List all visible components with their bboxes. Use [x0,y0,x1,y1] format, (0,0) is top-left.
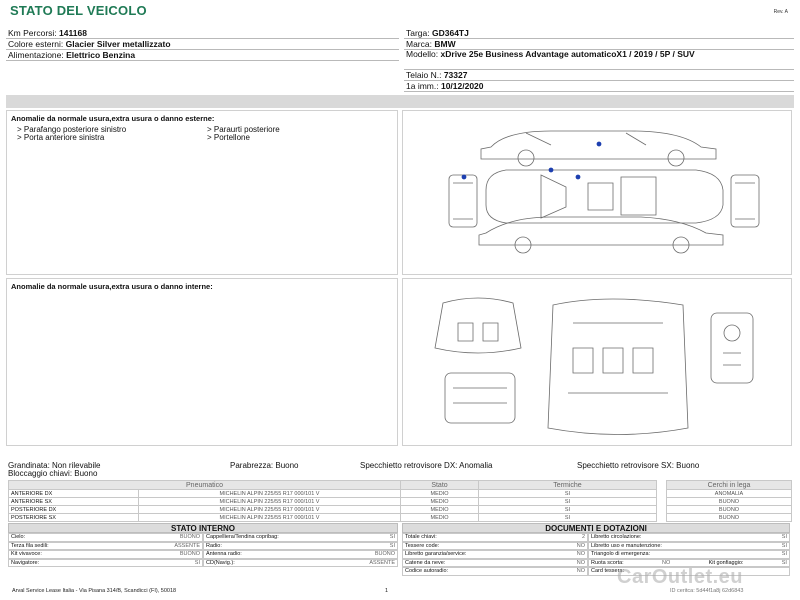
section-divider [6,95,794,108]
list-item: Antenna radio: BUONO [203,550,398,559]
damage-marker [597,142,601,146]
exterior-diagram-panel [402,110,792,275]
tyres-header-cerchi: Cerchi in lega [667,481,792,490]
table-row: ANTERIORE DX MICHELIN ALPIN 225/55 R17 000/101 V MEDIO SI ANOMALIA [9,490,792,498]
revision-label: Rev. A [773,9,788,15]
exterior-damage-title: Anomalie da normale usura,extra usura o danno esterne: [11,114,215,123]
info-km: Km Percorsi: 141168 [6,28,399,39]
interior-damage-panel [6,278,398,446]
damage-marker [462,175,466,179]
cond-grandinata: Grandinata: Non rilevabile [8,461,101,470]
list-item: Card tessera: [588,567,790,576]
list-item: Triangolo di emergenza: SI [588,550,790,559]
tyres-header-row [9,481,792,490]
list-item: Libretto uso e manutenzione: SI [588,542,790,551]
list-item: Libretto garanzia/service: NO [402,550,588,559]
tyres-header-termiche: Termiche [479,481,657,490]
car-interior-diagram [433,293,773,438]
list-item: Totale chiavi: 2 [402,533,588,542]
list-item: Tessere code: NO [402,542,588,551]
damage-item: > Paraurti posteriore [207,125,280,134]
info-targa: Targa: GD364TJ [404,28,794,39]
damage-item: > Portellone [207,133,250,142]
list-item: Libretto circolazione: SI [588,533,790,542]
table-row: ANTERIORE SX MICHELIN ALPIN 225/55 R17 000/101 V MEDIO SI BUONO [9,498,792,506]
list-item: Ruota scorta: NO Kit gonfiaggio: SI [588,559,790,568]
list-item: Codice autoradio: NO [402,567,588,576]
interior-diagram-panel [402,278,792,446]
tyres-table [8,480,792,522]
exterior-damage-list [17,126,397,142]
footer-company: Arval Service Lease Italia - Via Pisana 314/B, Scandicci (FI), 50018 [12,588,177,594]
cond-bloccaggio: Bloccaggio chiavi: Buono [8,469,98,478]
list-item: Terza fila sedili: ASSENTE [8,542,203,551]
table-row: POSTERIORE SX MICHELIN ALPIN 225/55 R17 000/101 V MEDIO SI BUONO [9,514,792,522]
tyres-header-stato: Stato [401,481,479,490]
list-item: CD(Navig.): ASSENTE [203,559,398,568]
page-number: 1 [385,588,389,594]
damage-marker [576,175,580,179]
stato-interno-grid [8,533,398,567]
page-title: STATO DEL VEICOLO [10,3,147,18]
list-item: Navigatore: SI [8,559,203,568]
documenti-title: DOCUMENTI E DOTAZIONI [402,523,790,533]
cond-specchietto-dx: Specchietto retrovisore DX: Anomalia [360,461,493,470]
stato-interno-title: STATO INTERNO [8,523,398,533]
vehicle-info-left [6,28,399,61]
info-immatricolazione: 1a imm.: 10/12/2020 [404,81,794,92]
info-colore: Colore esterni: Glacier Silver metallizzato [6,39,399,50]
list-item: Cappelliera/Tendina copribag: SI [203,533,398,542]
info-modello: Modello: xDrive 25e Business Advantage automaticoX1 / 2019 / 5P / SUV [404,50,794,70]
damage-item: > Parafango posteriore sinistro [17,125,127,134]
list-item: Catene da neve: NO [402,559,588,568]
info-marca: Marca: BMW [404,39,794,50]
list-item: Radio: SI [203,542,398,551]
table-row: POSTERIORE DX MICHELIN ALPIN 225/55 R17 000/101 V MEDIO SI BUONO [9,506,792,514]
exterior-damage-panel [6,110,398,275]
list-item: Cielo: BUONO [8,533,203,542]
watermark-logo: CarOutlet.eu [617,566,744,588]
car-exterior-diagram [431,125,771,265]
list-item: Kit vivavoce: BUONO [8,550,203,559]
info-telaio: Telaio N.: 73327 [404,70,794,81]
tyres-header-pneumatico: Pneumatico [9,481,401,490]
cond-specchietto-sx: Specchietto retrovisore SX: Buono [577,461,700,470]
interior-damage-title: Anomalie da normale usura,extra usura o danno interne: [11,282,213,291]
info-alimentazione: Alimentazione: Elettrico Benzina [6,50,399,61]
vehicle-info-right [404,28,794,92]
footer-id: ID ceritca: 5d44f1a8j 62d6843 [670,588,744,594]
damage-marker [549,168,553,172]
damage-item: > Porta anteriore sinistra [17,133,105,142]
cond-parabrezza: Parabrezza: Buono [230,461,299,470]
title-bar [0,0,800,22]
